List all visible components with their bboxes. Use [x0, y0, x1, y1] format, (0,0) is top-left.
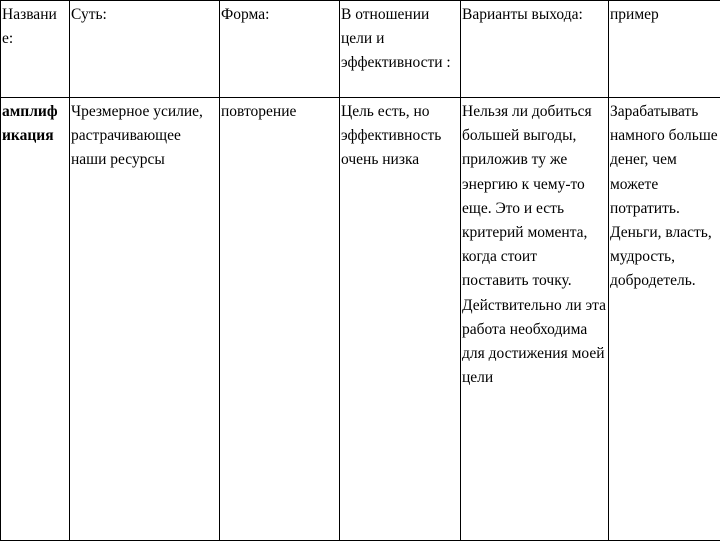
header-cell-exits: Варианты выхода: [461, 1, 609, 98]
cell-name: амплиф икация [1, 98, 70, 541]
cell-relation: Цель есть, но эффективность очень низка [340, 98, 461, 541]
cell-example: Зарабатывать намного больше денег, чем можете потратить. Деньги, власть, мудрость, добродетель. [609, 98, 720, 541]
header-cell-form: Форма: [220, 1, 340, 98]
cell-exits: Нельзя ли добиться большей выгоды, приложив ту же энергию к чему-то еще. Это и есть критерий момента, когда стоит поставить точку. Действительно ли эта работа необходима для достижения моей цели [461, 98, 609, 541]
header-row [1, 1, 720, 98]
header-cell-relation: В отношении цели и эффективности : [340, 1, 461, 98]
cell-essence: Чрезмерное усилие, растрачивающее наши ресурсы [70, 98, 220, 541]
header-cell-essence: Суть: [70, 1, 220, 98]
table-row [1, 98, 720, 541]
header-cell-example: пример [609, 1, 720, 98]
header-cell-name: Названи е: [1, 1, 70, 98]
cell-form: повторение [220, 98, 340, 541]
